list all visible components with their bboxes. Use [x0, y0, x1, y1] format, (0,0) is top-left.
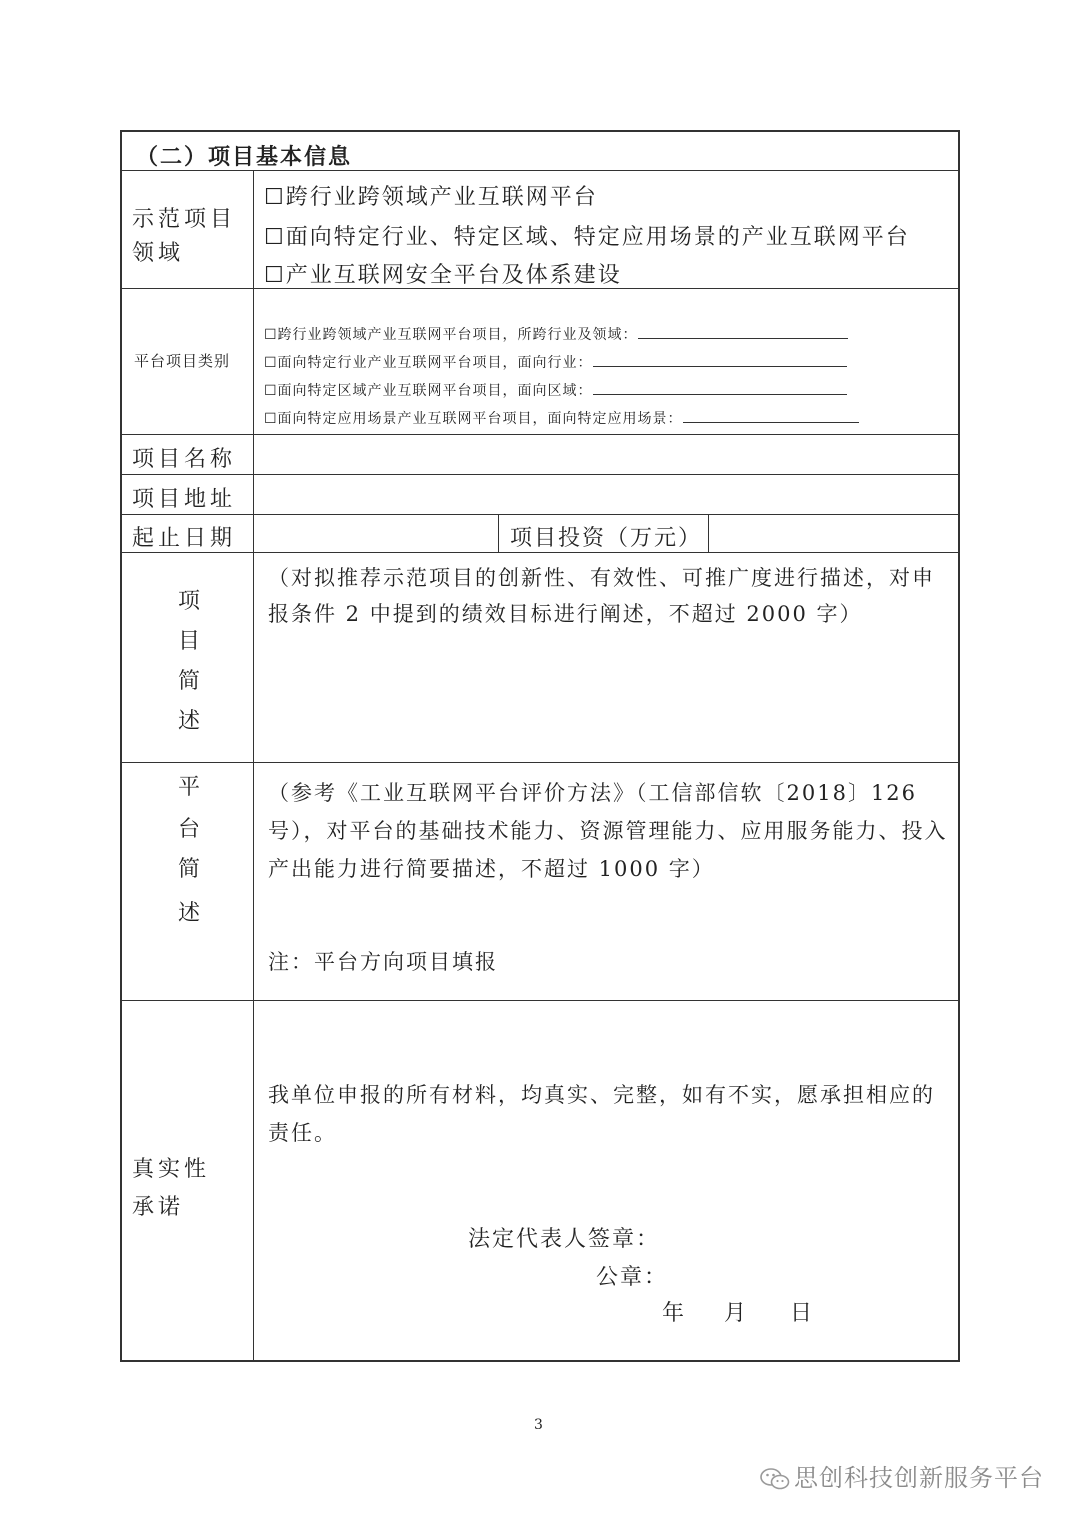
commitment-label: 真实性 — [132, 1157, 211, 1182]
section-title: （二）项目基本信息 — [136, 145, 353, 170]
fill-blank[interactable] — [593, 350, 847, 367]
domain-label-cont: 领域 — [132, 241, 185, 266]
category-option-1-text: ☐跨行业跨领域产业互联网平台项目，所跨行业及领域： — [264, 327, 638, 343]
category-option-1[interactable] — [264, 322, 848, 344]
category-option-2[interactable] — [264, 350, 847, 372]
domain-option-cross-industry[interactable]: ☐跨行业跨领域产业互联网平台 — [264, 185, 598, 210]
row-divider — [122, 514, 958, 515]
page-number: 3 — [534, 1417, 543, 1433]
project-info-table — [120, 130, 960, 1362]
row-divider — [122, 474, 958, 475]
date-day: 日 — [790, 1301, 817, 1326]
category-option-3-text: ☐面向特定区域产业互联网平台项目，面向区域： — [264, 383, 593, 399]
platform-hint: （参考《工业互联网平台评价方法》（工信部信软〔2018〕126 号），对平台的基础技术能力、资源管理能力、应用服务能力、投入产出能力进行简要描述，不超过 1000 字） — [268, 781, 948, 881]
row-divider — [122, 1000, 958, 1001]
summary-label: 项 目 简 述 — [177, 589, 200, 734]
commitment-text: 我单位申报的所有材料，均真实、完整，如有不实，愿承担相应的责任。 — [268, 1083, 935, 1145]
column-divider — [498, 514, 499, 552]
date-year: 年 — [662, 1301, 689, 1326]
column-divider — [253, 170, 254, 1362]
row-divider — [122, 434, 958, 435]
platform-label: 平 台 简 述 — [177, 775, 200, 926]
fill-blank[interactable] — [593, 378, 847, 395]
platform-note: 注：平台方向项目填报 — [268, 950, 498, 974]
fill-blank[interactable] — [638, 322, 848, 339]
category-option-4-text: ☐面向特定应用场景产业互联网平台项目，面向特定应用场景： — [264, 411, 683, 427]
domain-label: 示范项目 — [132, 207, 237, 232]
investment-label: 项目投资（万元） — [510, 526, 703, 551]
domain-option-specific[interactable]: ☐面向特定行业、特定区域、特定应用场景的产业互联网平台 — [264, 225, 910, 250]
signature-label: 法定代表人签章： — [468, 1227, 661, 1252]
category-option-3[interactable] — [264, 378, 847, 400]
category-label: 平台项目类别 — [134, 352, 231, 370]
row-divider — [122, 762, 958, 763]
watermark-text: 思创科技创新服务平台 — [794, 1464, 1044, 1492]
project-address-label: 项目地址 — [132, 487, 237, 512]
category-option-4[interactable] — [264, 406, 859, 428]
summary-hint: （对拟推荐示范项目的创新性、有效性、可推广度进行描述，对申报条件 2 中提到的绩效目标进行阐述，不超过 2000 字） — [268, 566, 935, 626]
seal-label: 公章： — [596, 1265, 669, 1290]
wechat-icon — [760, 1467, 790, 1491]
date-month: 月 — [724, 1301, 751, 1326]
row-divider — [122, 552, 958, 553]
category-option-2-text: ☐面向特定行业产业互联网平台项目，面向行业： — [264, 355, 593, 371]
commitment-label-cont: 承诺 — [132, 1195, 185, 1220]
project-name-label: 项目名称 — [132, 447, 237, 472]
watermark — [760, 1458, 1044, 1493]
domain-option-security[interactable]: ☐产业互联网安全平台及体系建设 — [264, 263, 622, 288]
dates-label: 起止日期 — [132, 526, 237, 551]
fill-blank[interactable] — [683, 406, 859, 423]
column-divider — [708, 514, 709, 552]
